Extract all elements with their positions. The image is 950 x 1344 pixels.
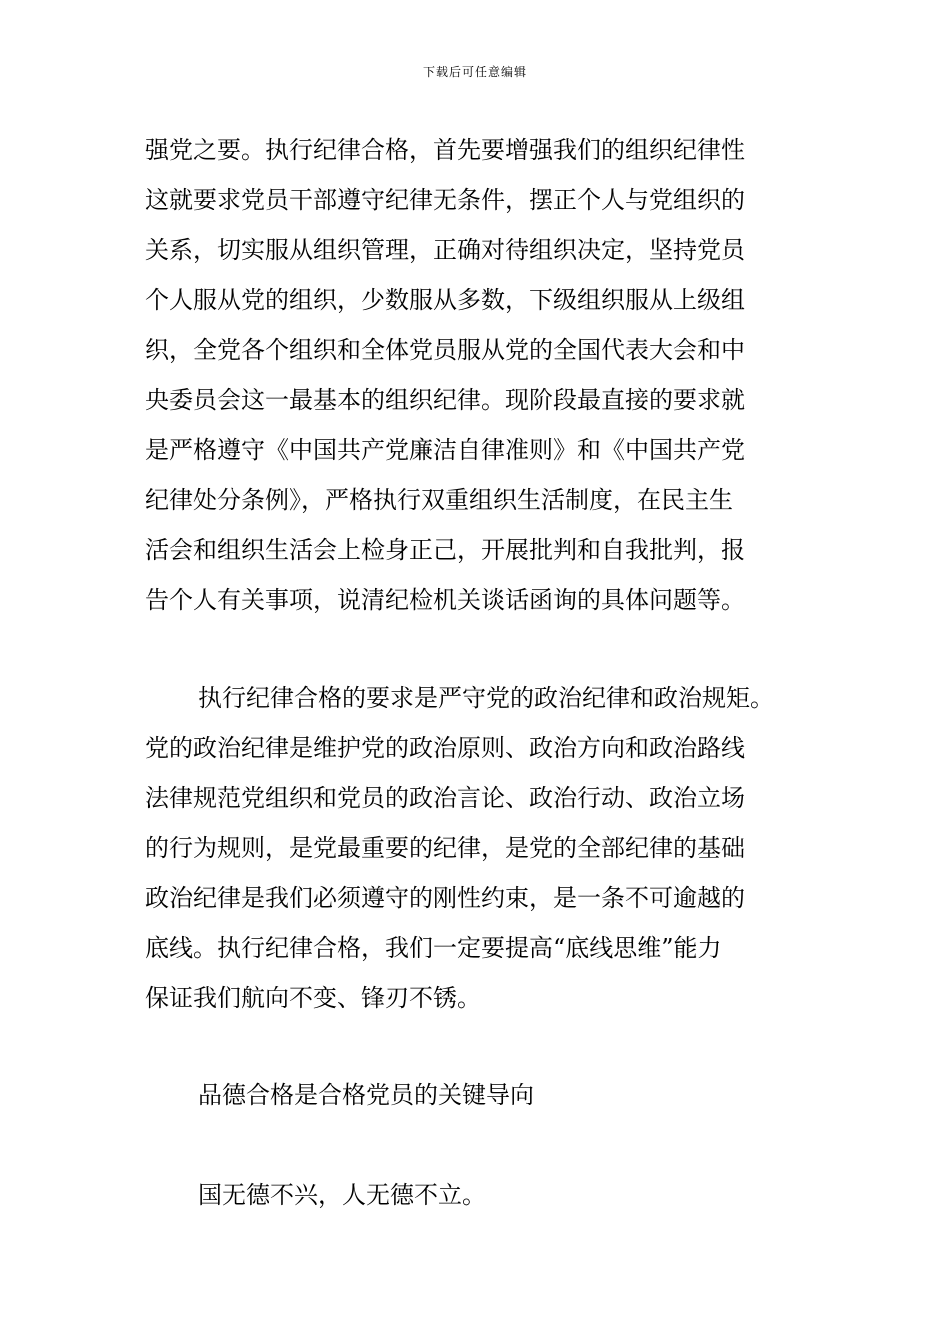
page-header: 下载后可任意编辑 [422,65,527,79]
paragraph-2-line-1: 执行纪律合格的要求是严守党的政治纪律和政治规矩。 [198,684,774,712]
paragraph-2-line-5: 政治纪律是我们必须遵守的刚性约束，是一条不可逾越的 [145,884,745,912]
paragraph-2-line-4: 的行为规则，是党最重要的纪律，是党的全部纪律的基础 [145,834,745,862]
paragraph-1-line-10: 告个人有关事项，说清纪检机关谈话函询的具体问题等。 [145,586,745,614]
paragraph-1-line-5: 织，全党各个组织和全体党员服从党的全国代表大会和中 [145,336,745,364]
paragraph-1-line-8: 纪律处分条例》，严格执行双重组织生活制度，在民主生 [145,486,733,514]
paragraph-1-line-1: 强党之要。执行纪律合格，首先要增强我们的组织纪律性 [145,136,745,164]
paragraph-2-line-3: 法律规范党组织和党员的政治言论、政治行动、政治立场 [145,784,745,812]
section-heading: 品德合格是合格党员的关键导向 [198,1081,534,1109]
paragraph-2-line-2: 党的政治纪律是维护党的政治原则、政治方向和政治路线 [145,734,745,762]
paragraph-1-line-9: 活会和组织生活会上检身正己，开展批判和自我批判，报 [145,536,745,564]
paragraph-2-line-6: 底线。执行纪律合格，我们一定要提高“底线思维”能力 [145,934,722,962]
paragraph-4-line-1: 国无德不兴，人无德不立。 [198,1181,486,1209]
paragraph-1-line-6: 央委员会这一最基本的组织纪律。现阶段最直接的要求就 [145,386,745,414]
paragraph-1-line-7: 是严格遵守《中国共产党廉洁自律准则》和《中国共产党 [145,436,745,464]
paragraph-1-line-2: 这就要求党员干部遵守纪律无条件，摆正个人与党组织的 [145,186,745,214]
paragraph-1-line-4: 个人服从党的组织，少数服从多数，下级组织服从上级组 [145,286,745,314]
paragraph-2-line-7: 保证我们航向不变、锋刃不锈。 [145,984,481,1012]
paragraph-1-line-3: 关系，切实服从组织管理，正确对待组织决定，坚持党员 [145,236,745,264]
